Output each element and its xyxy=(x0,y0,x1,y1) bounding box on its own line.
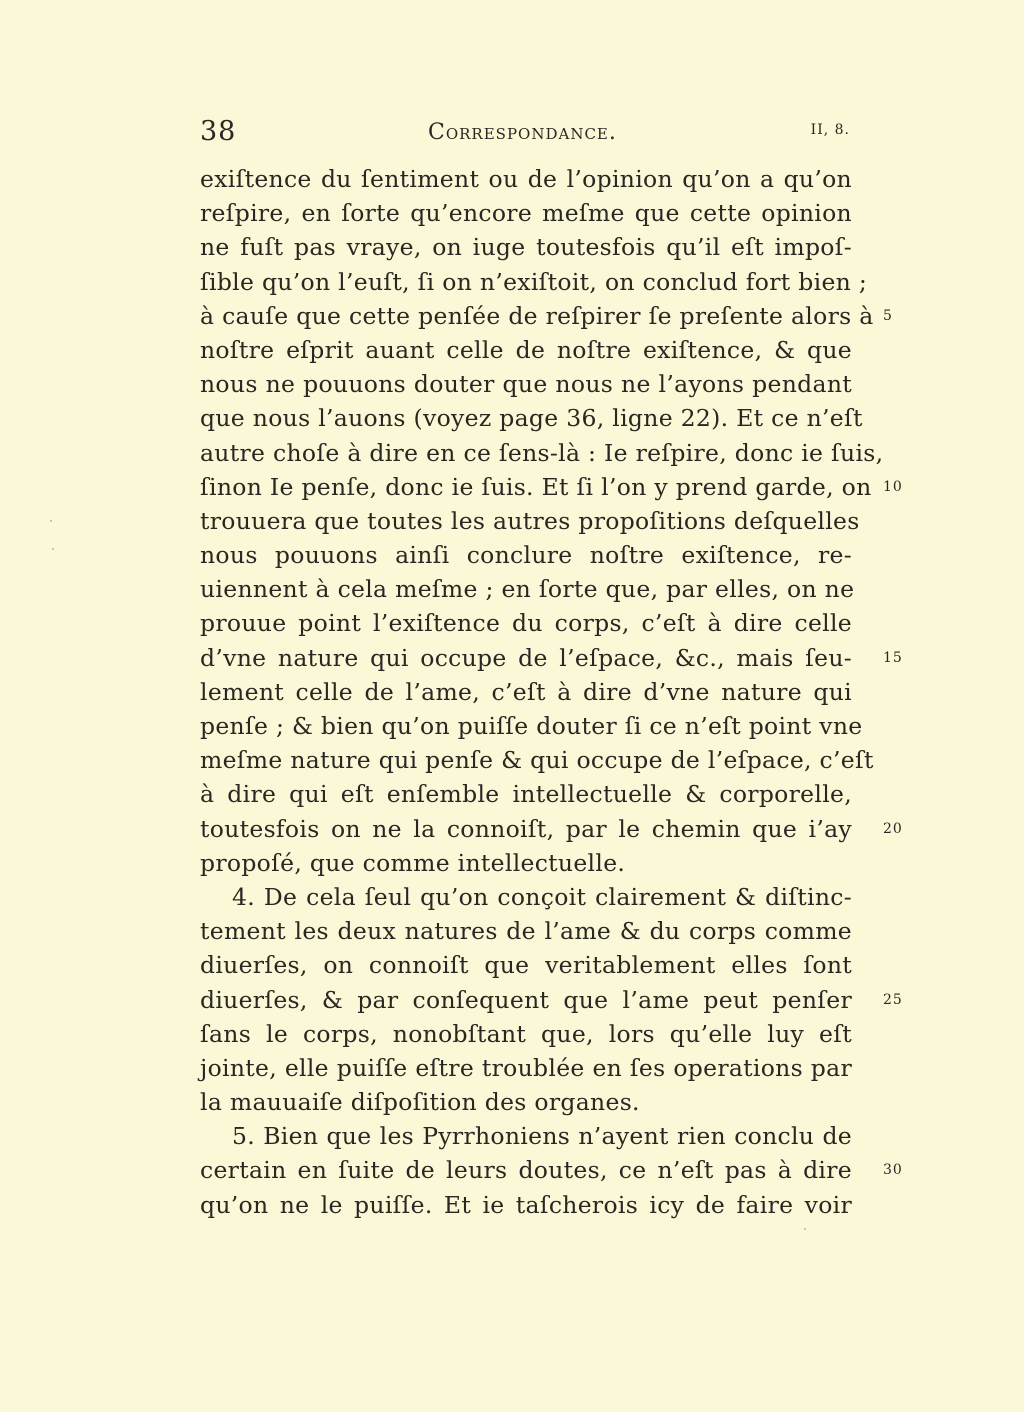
text-line: propoſé, que comme intellectuelle. xyxy=(200,848,626,877)
text-line-content: d’vne nature qui occupe de l’eſpace, &c., mais ſeu- xyxy=(200,643,852,672)
paragraph-start-line: 4. De cela ſeul qu’on conçoit clairement & diſtinc- xyxy=(232,882,852,911)
text-line: lement celle de l’ame, c’eſt à dire d’vne nature qui xyxy=(200,677,852,706)
text-line: reſpire, en ſorte qu’encore meſme que cette opinion xyxy=(200,199,852,228)
text-line-content: ſinon Ie penſe, donc ie ſuis. Et ſi l’on y prend garde, on xyxy=(200,472,872,501)
paper-speck xyxy=(50,520,52,522)
text-line: penſe ; & bien qu’on puiſſe douter ſi ce n’eſt point vne xyxy=(200,712,863,740)
text-line-content: diuerſes, & par conſequent que l’ame peut penſer xyxy=(200,985,852,1014)
line-number: 5 xyxy=(883,307,893,324)
text-line: tement les deux natures de l’ame & du corps comme xyxy=(200,917,852,946)
section-reference: II, 8. xyxy=(810,122,850,138)
text-line: la mauuaiſe diſpoſition des organes. xyxy=(200,1088,640,1117)
running-title: Correspondance. xyxy=(428,120,617,145)
text-line: exiſtence du ſentiment ou de l’opinion qu’on a qu’on xyxy=(200,165,852,193)
text-line: ne fuſt pas vraye, on iuge toutesfois qu’il eſt impoſ- xyxy=(200,233,852,262)
text-line: qu’on ne le puiſſe. Et ie taſcherois icy de faire voir xyxy=(200,1190,852,1219)
text-line: que nous l’auons (voyez page 36, ligne 22). Et ce n’eſt xyxy=(200,404,863,433)
paragraph-start-line: 5. Bien que les Pyrrhoniens n’ayent rien conclu de xyxy=(232,1122,852,1151)
text-line xyxy=(200,1153,903,1187)
text-line: nous pouuons ainſi conclure noſtre exiſtence, re- xyxy=(200,541,852,570)
text-line: nous ne pouuons douter que nous ne l’ayons pendant xyxy=(200,370,852,399)
text-line xyxy=(200,641,903,675)
paper-speck xyxy=(52,548,54,550)
text-line: diuerſes, on connoiſt que veritablement elles ſont xyxy=(200,951,852,980)
line-number: 10 xyxy=(883,478,903,495)
text-line: prouue point l’exiſtence du corps, c’eſt à dire celle xyxy=(200,609,852,638)
text-line: ſible qu’on l’euſt, ſi on n’exiſtoit, on conclud fort bien ; xyxy=(200,267,868,296)
text-line xyxy=(200,299,893,333)
text-line: meſme nature qui penſe & qui occupe de l’eſpace, c’eſt xyxy=(200,746,874,775)
page-header xyxy=(200,116,850,150)
line-number: 20 xyxy=(883,820,903,837)
text-line: à dire qui eſt enſemble intellectuelle & corporelle, xyxy=(200,780,852,809)
text-line xyxy=(200,470,903,504)
text-line: trouuera que toutes les autres propoſitions deſquelles xyxy=(200,506,860,535)
text-line-content: à cauſe que cette penſée de reſpirer ſe preſente alors à xyxy=(200,301,874,330)
page-number: 38 xyxy=(200,116,237,147)
text-line-content: certain en ſuite de leurs doutes, ce n’eſt pas à dire xyxy=(200,1156,852,1185)
text-line xyxy=(200,983,903,1017)
body-text xyxy=(200,162,903,1222)
text-line xyxy=(200,812,903,846)
text-line: jointe, elle puiſſe eſtre troublée en ſes operations par xyxy=(200,1053,852,1082)
line-number: 30 xyxy=(883,1162,903,1179)
line-number: 25 xyxy=(883,991,903,1008)
line-number: 15 xyxy=(883,649,903,666)
text-line: uiennent à cela meſme ; en ſorte que, par elles, on ne xyxy=(200,575,855,604)
text-line: noſtre eſprit auant celle de noſtre exiſtence, & que xyxy=(200,335,852,364)
text-line: ſans le corps, nonobſtant que, lors qu’elle luy eſt xyxy=(200,1019,852,1048)
paper-speck xyxy=(804,1228,806,1230)
text-line: autre choſe à dire en ce ſens-là : Ie reſpire, donc ie ſuis, xyxy=(200,438,884,467)
text-line-content: toutesfois on ne la connoiſt, par le chemin que i’ay xyxy=(200,814,852,843)
